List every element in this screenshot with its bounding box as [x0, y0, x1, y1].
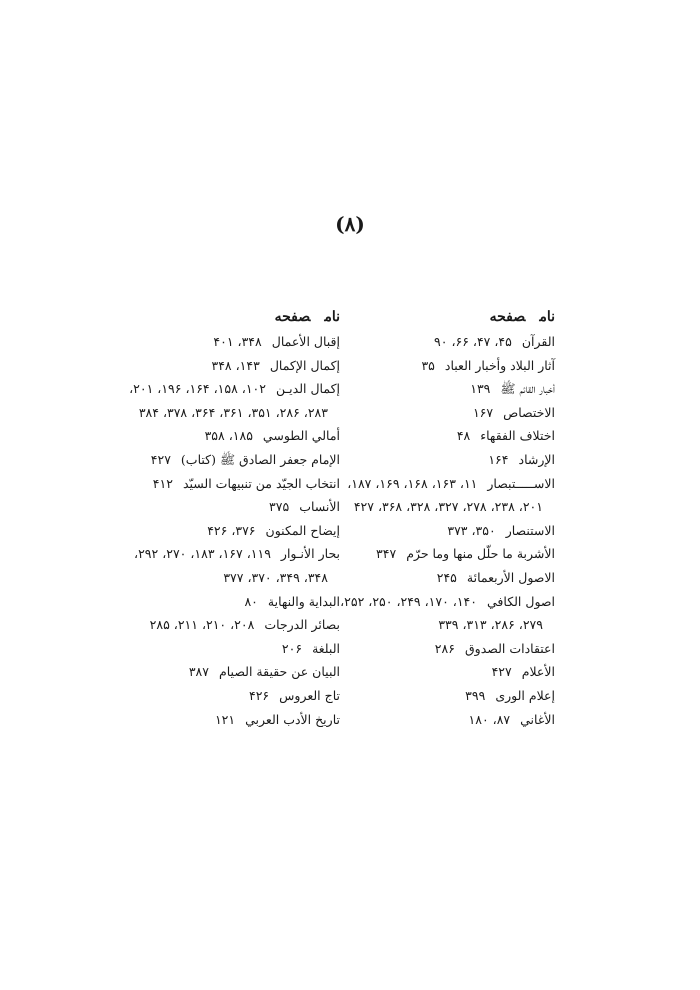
entry-title: البداية والنهاية	[267, 593, 340, 609]
index-entry	[130, 330, 340, 354]
entry-title: الاصول الأربعمائة	[466, 569, 555, 585]
entry-title: البيان عن حقيقة الصيام	[219, 664, 340, 680]
entry-pages: ۴۲۶	[249, 687, 270, 703]
entry-pages: ۴۲۷	[150, 451, 171, 467]
index-entry	[130, 637, 340, 661]
entry-pages: ۲۸۳، ۲۸۶، ۳۵۱، ۳۶۱، ۳۶۴، ۳۷۸، ۳۸۴	[138, 404, 328, 420]
entry-pages: ۱۱، ۱۶۳، ۱۶۸، ۱۶۹، ۱۸۷،	[347, 475, 478, 491]
header-name: نام	[539, 309, 555, 325]
entry-pages: ۸۷، ۱۸۰	[468, 711, 511, 727]
index-entry	[130, 377, 340, 401]
header-name: نام	[324, 309, 340, 325]
index-entry	[130, 401, 340, 425]
header-page: صفحه	[274, 309, 311, 325]
entry-title: تاريخ الأدب العربي	[245, 711, 340, 727]
index-list	[130, 330, 340, 731]
index-entry	[345, 377, 555, 401]
index-entry	[130, 448, 340, 472]
column-header	[130, 306, 340, 328]
entry-pages: ۸۰	[244, 593, 258, 609]
entry-title: اختلاف الفقهاء	[480, 428, 555, 444]
index-entry	[130, 708, 340, 732]
entry-pages: ۳۹۹	[465, 687, 486, 703]
entry-pages: ۳۴۸، ۴۰۱	[213, 334, 262, 349]
entry-pages: ۱۶۷	[472, 404, 494, 420]
entry-pages: ۳۴۸، ۳۴۹، ۳۷۰، ۳۷۷	[223, 569, 328, 585]
entry-pages: ۲۰۱، ۲۳۸، ۲۷۸، ۳۲۷، ۳۲۸، ۳۶۸، ۴۲۷	[353, 499, 543, 515]
entry-pages: ۱۲۱	[214, 711, 236, 727]
index-entry	[345, 354, 555, 378]
entry-title: آثار البلاد وأخبار العباد	[444, 357, 555, 373]
entry-title: الاستنصار	[505, 522, 555, 538]
entry-title: إيضاح المكنون	[265, 522, 340, 538]
entry-title: بحار الأنـوار	[280, 546, 340, 562]
index-entry	[345, 542, 555, 566]
entry-title: الأعلام	[521, 664, 555, 680]
entry-pages: ۱۸۵، ۳۵۸	[204, 428, 253, 444]
entry-title: أخبار القائم ﷺ	[500, 381, 555, 397]
entry-pages: ۲۴۵	[436, 569, 457, 585]
index-entry	[345, 495, 555, 519]
entry-title: انتخاب الجيّد من تنبيهات السيّد	[182, 475, 340, 491]
entry-title: بصائر الدرجات	[264, 617, 340, 633]
index-entry	[345, 708, 555, 732]
index-entry	[130, 684, 340, 708]
entry-title: الإمام جعفر الصادق ﷺ (كتاب)	[180, 451, 340, 467]
entry-title: إعلام الورى	[495, 687, 555, 703]
entry-pages: ۱۴۰، ۱۷۰، ۲۴۹، ۲۵۰، ۲۵۲،	[340, 593, 477, 609]
entry-pages: ۲۰۸، ۲۱۰، ۲۱۱، ۲۸۵	[149, 617, 255, 633]
index-entry	[345, 613, 555, 637]
entry-pages: ۳۷۵	[269, 499, 290, 515]
index-entry	[345, 637, 555, 661]
entry-pages: ۳۷۶، ۴۲۶	[207, 522, 256, 538]
entry-title: الاســـــتبصار	[487, 475, 555, 491]
entry-title: إقبال الأعمال	[271, 334, 340, 349]
index-entry	[345, 401, 555, 425]
page-number: (۸)	[335, 212, 365, 236]
entry-title: الإرشاد	[518, 451, 555, 467]
entry-title: الأنساب	[299, 499, 340, 515]
entry-pages: ۱۴۳، ۳۴۸	[211, 357, 260, 373]
index-entry	[345, 519, 555, 543]
index-entry	[130, 495, 340, 519]
entry-title: إكمال الديـن	[275, 381, 340, 397]
entry-pages: ۲۰۶	[281, 640, 303, 656]
index-entry	[340, 590, 555, 614]
entry-title: الاختصاص	[503, 404, 555, 420]
entry-pages: ۲۷۹، ۲۸۶، ۳۱۳، ۳۳۹	[438, 617, 543, 633]
index-entry	[130, 660, 340, 684]
entry-title: إكمال الإكمال	[269, 357, 340, 373]
entry-pages: ۳۸۷	[188, 664, 209, 680]
index-entry	[345, 566, 555, 590]
entry-title: القرآن	[521, 334, 555, 349]
index-entry	[130, 472, 340, 496]
entry-title: الأشربة ما حلّل منها وما حرّم	[406, 546, 555, 562]
index-entry	[130, 566, 340, 590]
index-entry	[345, 424, 555, 448]
column-header	[345, 306, 555, 328]
entry-pages: ۴۵، ۴۷، ۶۶، ۹۰	[434, 334, 512, 349]
entry-pages: ۳۴۷	[376, 546, 397, 562]
index-column-right	[340, 306, 555, 731]
entry-pages: ۳۵	[421, 357, 435, 373]
entry-pages: ۲۸۶	[434, 640, 455, 656]
entry-title: اعتقادات الصدوق	[464, 640, 555, 656]
entry-pages: ۱۳۹	[470, 381, 491, 397]
entry-title: الأغاني	[520, 711, 555, 727]
entry-title: أمالي الطوسي	[262, 428, 340, 444]
entry-pages: ۴۸	[456, 428, 471, 444]
entry-title: اصول الكافي	[487, 593, 555, 609]
index-entry	[345, 660, 555, 684]
entry-pages: ۴۱۲	[152, 475, 173, 491]
index-entry	[130, 542, 340, 566]
entry-pages: ۴۲۷	[491, 664, 512, 680]
index-entry	[345, 330, 555, 354]
entry-pages: ۱۶۴	[488, 451, 509, 467]
index-entry	[130, 424, 340, 448]
index-entry	[345, 448, 555, 472]
index-list	[340, 330, 555, 731]
entry-pages: ۱۱۹، ۱۶۷، ۱۸۳، ۲۷۰، ۲۹۲،	[134, 546, 271, 562]
entry-pages: ۳۵۰، ۳۷۳	[447, 522, 496, 538]
index-entry	[130, 613, 340, 637]
index-entry	[345, 472, 555, 496]
entry-title: البلغة	[312, 640, 340, 656]
index-entry	[130, 590, 340, 614]
index-entry	[130, 354, 340, 378]
header-page: صفحه	[489, 309, 526, 325]
index-entry	[130, 519, 340, 543]
index-column-left	[130, 306, 340, 731]
entry-pages: ۱۰۲، ۱۵۸، ۱۶۴، ۱۹۶، ۲۰۱،	[129, 381, 266, 397]
index-entry	[345, 684, 555, 708]
entry-title: تاج العروس	[279, 687, 340, 703]
